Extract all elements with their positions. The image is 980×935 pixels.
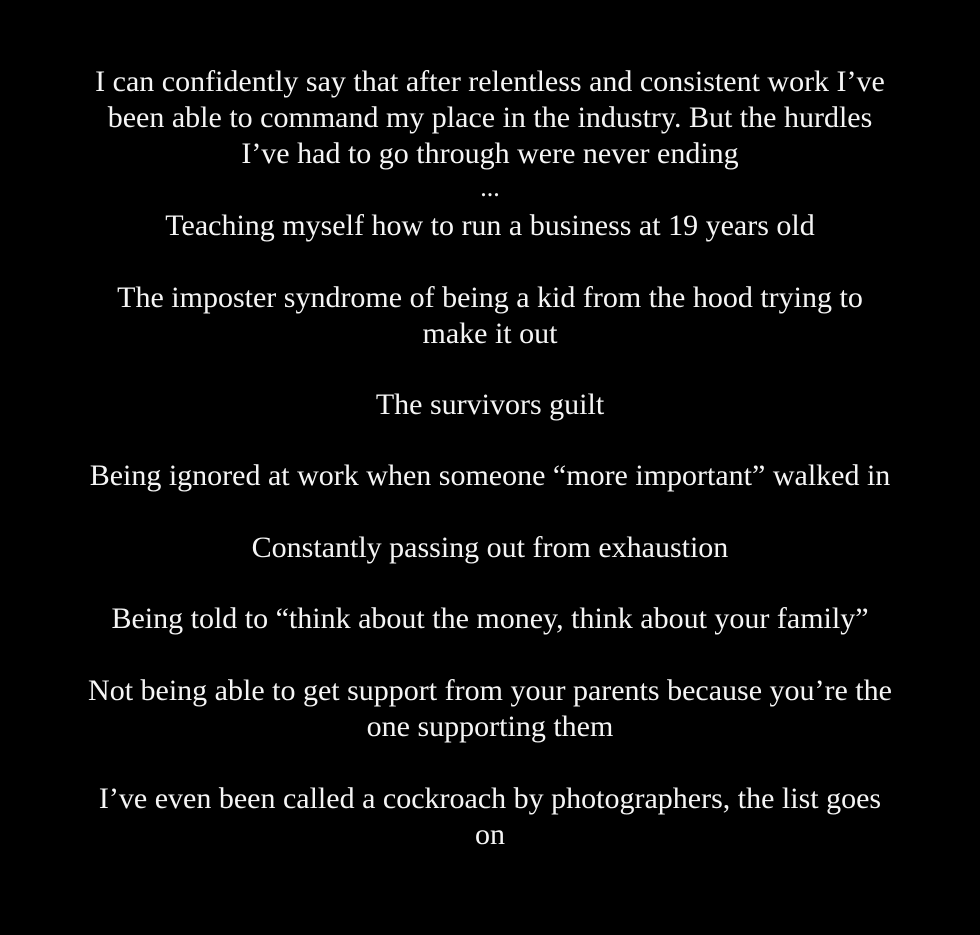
hurdle-line-ignored: Being ignored at work when someone “more important” walked in xyxy=(89,459,891,492)
ellipsis-separator: ... xyxy=(480,173,500,202)
intro-paragraph: I can confidently say that after relentless and consistent work I’ve been able to command my place in the industry. But the hurdles I’ve had to go through were never ending xyxy=(95,65,885,170)
hurdle-line-survivors-guilt: The survivors guilt xyxy=(375,388,605,421)
hurdle-line-parents: Not being able to get support from your parents because you’re the one supporting them xyxy=(88,674,892,743)
hurdle-line-money: Being told to “think about the money, think about your family” xyxy=(111,602,869,635)
hurdle-line-business: Teaching myself how to run a business at 19 years old xyxy=(165,209,815,242)
hurdle-line-imposter: The imposter syndrome of being a kid from the hood trying to make it out xyxy=(117,281,863,350)
hurdle-line-cockroach: I’ve even been called a cockroach by photographers, the list goes on xyxy=(98,782,882,851)
hurdle-line-exhaustion: Constantly passing out from exhaustion xyxy=(251,531,729,564)
